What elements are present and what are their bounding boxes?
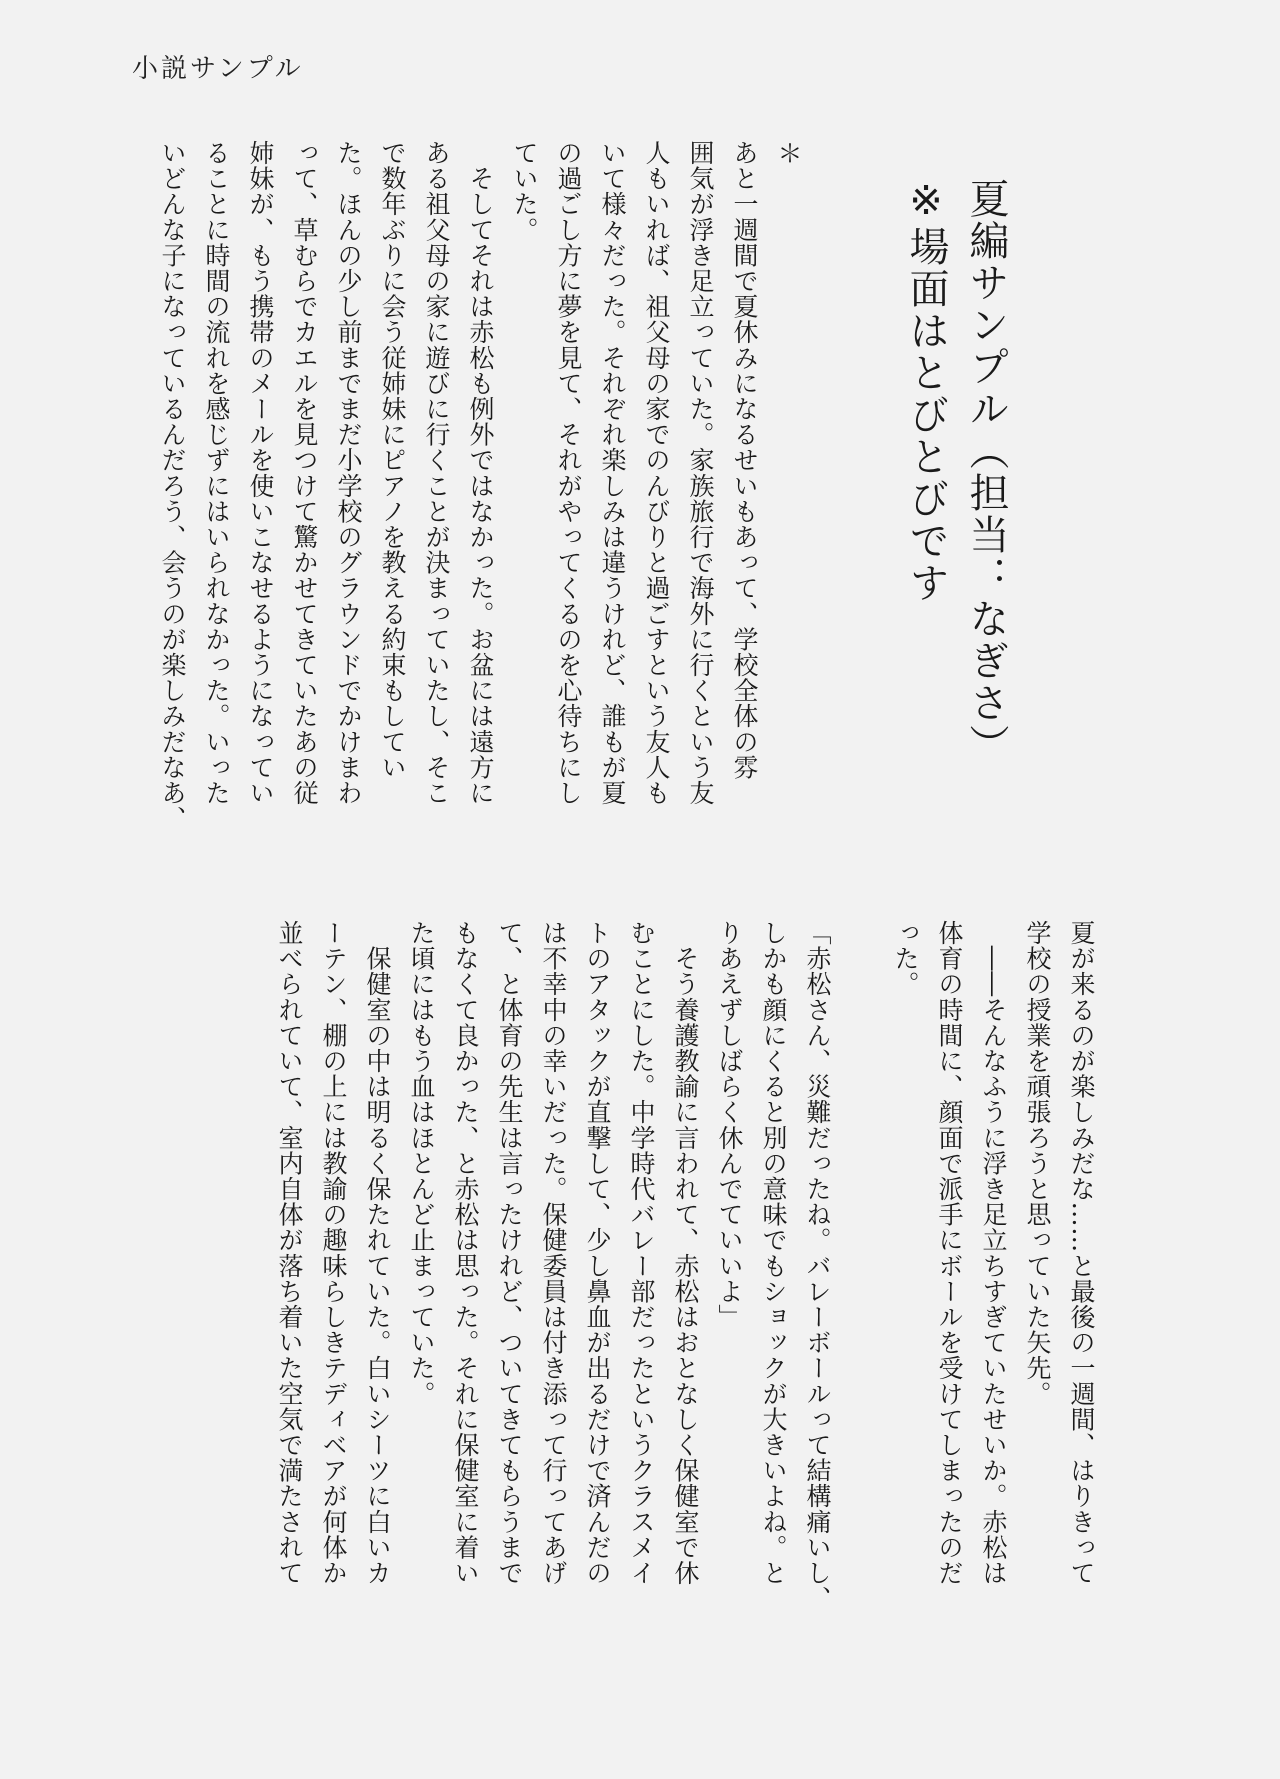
lower-body-text: 夏が来るのが楽しみだな……と最後の一週間、はりきって 学校の授業を頑張ろうと思っていた矢先。 ――そんなふうに浮き足立ちすぎていたせいか。赤松は 体育の時間に、顔面で派手にボールを受けてしまったのだ った。 「赤松さん、災難だったね。バレーボールって結構痛いし、 しかも顔にくると別の意味でもショックが大きいよね。と りあえずしばらく休んでていいよ」 そう養護教諭に言われて、赤松はおとなしく保健室で休 むことにした。中学時代バレー部だったというクラスメイ トのアタックが直撃して、少し鼻血が出るだけで済んだの は不幸中の幸いだった。保健委員は付き添って行ってあげ て、と体育の先生は言ったけれど、ついてきてもらうまで もなくて良かった、と赤松は思った。それに保健室に着い た頃にはもう血はほとんど止まっていた。 保健室の中は明るく保たれていた。白いシーツに白いカ ーテン、棚の上には教諭の趣味らしきテディベアが何体か 並べられていて、室内自体が落ち着いた空気で満たされて (275, 920, 1096, 1612)
chapter-title-block (896, 178, 1016, 778)
upper-body-text: ＊ あと一週間で夏休みになるせいもあって、学校全体の雰 囲気が浮き足立っていた。家族旅行で海外に行くという友 人もいれば、祖父母の家でのんびりと過ごすという友人も いて様々だった。それぞれ楽しみは違うけれど、誰もが夏 の過ごし方に夢を見て、それがやってくるのを心待ちにし ていた。 そしてそれは赤松も例外ではなかった。お盆には遠方に ある祖父母の家に遊びに行くことが決まっていたし、そこ で数年ぶりに会う従姉妹にピアノを教える約束もしてい た。ほんの少し前までまだ小学校のグラウンドでかけまわ って、草むらでカエルを見つけて驚かせてきていたあの従 姉妹が、もう携帯のメールを使いこなせるようになってい ることに時間の流れを感じずにはいられなかった。いった いどんな子になっているんだろう、会うのが楽しみだなあ、 (158, 140, 803, 832)
page-header-title: 小説サンプル (132, 54, 304, 84)
scene-note: ※場面はとびとびです (903, 178, 949, 604)
chapter-title: 夏編サンプル（担当：なぎさ） (963, 178, 1009, 766)
